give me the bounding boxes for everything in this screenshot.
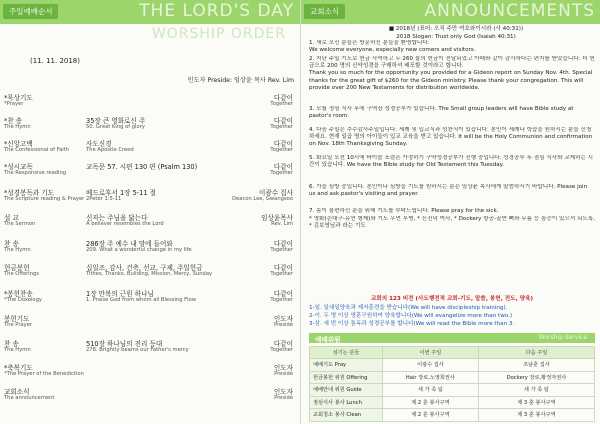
- order-item-leader-en: Together: [270, 297, 293, 303]
- order-item-detail-en: 1. Praise God from whom all Blessing Flow: [86, 297, 197, 303]
- order-item-detail-en: A believer resembles the Lord: [86, 221, 164, 227]
- order-item-leader-en: Deacon Lee, Gwangsoo: [232, 196, 293, 202]
- announcement-text-en: Thank you so much for the opportunity you provided for a Gideon report on Sunday Nov. 4th. Special thanks for the great gift of $260 for the Gideon ministry. Please thank your congregation. This will provide over 200 New Testaments for distribution worldwide.: [309, 70, 593, 91]
- service-committee-table: [309, 346, 595, 422]
- announcement-text: 1. 새로 오신 분들은 방문하신 분들을 환영합니다.: [309, 40, 430, 46]
- order-item-title: 설 교: [4, 214, 19, 222]
- vision-goal-1: 1-일. 일대일양육과 제자훈련을 받습니다(We will have discipleship training).: [309, 305, 508, 311]
- announcement-text-en: We welcome everyone, especially new comers and visitors.: [309, 47, 476, 54]
- order-item-detail: 사도신경: [86, 140, 112, 148]
- order-item-title: *봉헌찬송: [4, 290, 33, 298]
- order-item-detail-en: Tithes, Thanks, Building, Mission, Mercy, Sunday: [86, 271, 213, 277]
- service-table-row: [310, 384, 595, 397]
- service-committee-title-en: Worship Service: [538, 334, 587, 341]
- announcement-text: * 영화(손대구-유연 형제)와 기도 우먼 투병, * 신진덕 여사, * Dockery 항공-골반 뼈와 무릎 등 통증이 있으셔 되도록, * 김보영님과 라는 기도: [309, 216, 595, 230]
- order-item-leader-en: Together: [270, 271, 293, 277]
- order-item-leader-en: Preside: [274, 322, 293, 328]
- announcement-item: [309, 40, 595, 56]
- yearly-slogan: [321, 26, 591, 41]
- order-item-title-en: The Prayer: [4, 322, 33, 328]
- service-assignee: 제 3 훈 봉사구역: [478, 409, 594, 422]
- order-item-title-en: The Responsive reading: [4, 170, 67, 176]
- order-item-detail: 신자는 주님을 닮는다: [86, 214, 148, 222]
- service-table-row: [310, 396, 595, 409]
- order-item-leader-en: Preside: [274, 371, 293, 377]
- order-item-leader-en: Together: [270, 347, 293, 353]
- service-table-header-row: [310, 347, 595, 359]
- order-item-leader: 인도자: [273, 364, 293, 372]
- order-item-title: *찬 송: [4, 117, 23, 125]
- service-role: 예배안내 위원 Guide: [310, 384, 383, 397]
- announcement-item: [309, 106, 595, 127]
- slogan-korean: ■ 2018년 (표어: 오직 주만 여호와이시라 (사 40:31)): [388, 26, 524, 32]
- order-item-title-en: *The Doxology: [4, 297, 42, 303]
- vision-goal-2: 2-이. 두 명 이상 영혼구원하여 양육합니다(We will evangelize more than two.): [309, 313, 513, 319]
- lords-day-title: THE LORD'S DAY: [139, 1, 294, 21]
- order-item-leader: 인도자: [273, 315, 293, 323]
- announcement-item: [309, 216, 595, 232]
- announcement-text: 2. 지난 주일 기도로 헌금 사역하고 두 260 불의 헌금이 전달되었고 아래와 같이 감사하다는 편지를 받았습니다. 더 헌금으로 200 명의 신약성경을 구매하셔 배포할 것이라고 합니다.: [309, 56, 595, 70]
- order-item-title: 교회소식: [4, 388, 30, 396]
- order-item-leader-en: Together: [270, 170, 293, 176]
- order-item-leader: 다같이: [273, 290, 293, 298]
- service-assignee: 조남훈 집사: [478, 359, 594, 372]
- presider: 인도자 Preside: 임상윤 목사 Rev. Lim: [187, 77, 294, 84]
- order-item-leader: 다같이: [273, 163, 293, 171]
- order-item-detail: 35장 큰 영화로신 주: [86, 117, 146, 125]
- order-item-leader-en: Together: [270, 147, 293, 153]
- service-assignee: 제 3 훈 봉사구역: [478, 396, 594, 409]
- order-item-title: 헌금봉헌: [4, 264, 30, 272]
- service-role: 교회청소 봉사 Clean: [310, 409, 383, 422]
- service-assignee: Dockery 장로,황정자권사: [478, 371, 594, 384]
- order-item-detail: 510장 하나님의 진리 등대: [86, 340, 163, 348]
- order-item-leader-en: Together: [270, 101, 293, 107]
- worship-order-subtitle: WORSHIP ORDER: [151, 26, 286, 42]
- service-assignee: 이광수 집사: [383, 359, 479, 372]
- order-item-title-en: The Offerings: [4, 271, 40, 277]
- service-table-row: [310, 409, 595, 422]
- announcement-item: [309, 127, 595, 155]
- order-item-title: *성경봉독과 기도: [4, 189, 54, 197]
- order-item-title-en: *The Prayer of the Benediction: [4, 371, 84, 377]
- announcements-tag: 교회소식: [304, 4, 345, 19]
- order-item-leader: 이광수 집사: [259, 189, 293, 197]
- order-item-leader: 다같이: [273, 117, 293, 125]
- service-col-header: 섬기는 분들: [310, 347, 383, 359]
- announcement-text: 7. 몸이 불편하신 분을 위해 기도를 부탁드립니다. Please pray for the sick.: [309, 208, 499, 214]
- order-item-detail-en: 209. What a wonderful change in my life: [86, 247, 192, 253]
- announcements-title: ANNOUNCEMENTS: [424, 1, 595, 21]
- service-assignee: 세 가 족 팀: [383, 384, 479, 397]
- service-assignee: 제 2 훈 봉사구역: [383, 396, 479, 409]
- service-col-header: 다음 주일: [478, 347, 594, 359]
- announcement-text: 5. 화요일 오전 10시에 바이블 포럼은 가정하기 구약성경공부가 진행 중입니다. 성경공부 후 점심 식사와 교제하는 시간이 있습니다. We have the Bible study for Old Testament this Tuesday.: [309, 155, 594, 169]
- worship-order-tag: 주일예배순서: [3, 4, 58, 19]
- worship-order-header: [0, 0, 300, 24]
- order-item-detail: 십일조, 감사, 건축, 선교, 구제, 주일헌금: [86, 264, 203, 272]
- order-item-title: *신앙고백: [4, 140, 33, 148]
- order-item-title-en: The announcement: [4, 395, 55, 401]
- announcements-page: [300, 0, 600, 424]
- service-table-row: [310, 359, 595, 372]
- order-item-detail: 286장 주 예수 내 맘에 들어와: [86, 240, 173, 248]
- order-item-title: *성시교독: [4, 163, 33, 171]
- order-item-title: 찬 송: [4, 340, 19, 348]
- order-item-title-en: The Sermon: [4, 221, 36, 227]
- announcements-header: [301, 0, 600, 24]
- order-item-detail-en: 50. Great King of glory: [86, 124, 145, 130]
- order-item-title-en: The Confessional of Faith: [4, 147, 70, 153]
- service-assignee: Hair 장로,노영희권사: [383, 371, 479, 384]
- announcement-item: [309, 56, 595, 106]
- announcement-text: 3. 모될 정심 식사 후에 구역장 성경공부가 있습니다. The Small group leaders will have Bible study at pastor's room.: [309, 106, 574, 120]
- order-item-detail: 1장 만복의 근원 하나님: [86, 290, 154, 298]
- slogan-english: 2018 Slogan: Trust only God (Isaiah 40:31): [396, 33, 516, 40]
- order-item-title: 봉헌기도: [4, 315, 30, 323]
- order-item-leader: 다같이: [273, 264, 293, 272]
- order-item-leader-en: Together: [270, 124, 293, 130]
- order-item-leader-en: Together: [270, 247, 293, 253]
- order-item-detail-en: 2Peter 1:5-11: [86, 196, 122, 202]
- bulletin-date: (11. 11. 2018): [30, 57, 80, 65]
- service-role: 헌금봉헌 위원 Offering: [310, 371, 383, 384]
- order-item-leader: 인도자: [273, 388, 293, 396]
- order-item-leader: 임상윤목사: [261, 214, 293, 222]
- service-table-body: [310, 359, 595, 422]
- order-item-leader: 다같이: [273, 340, 293, 348]
- announcement-text: 6. 가을 심방 중입니다. 본인이나 심방을 기도를 원하시는 분은 임상윤 목사에게 말씀하시기 바랍니다. Please join us and ask pastor's visiting and prayer.: [309, 184, 588, 198]
- service-committee-header: [309, 333, 595, 343]
- service-assignee: 세 가 족 팀: [478, 384, 594, 397]
- order-item-leader: 다같이: [273, 140, 293, 148]
- announcement-text: 4. 다음 주일은 추수감사주일입니다. 세례 및 입교식과 성찬식이 있습니다. 본인이 세례나 학습을 원하시는 분들 신청하세요. 현재 일곱 명의 아이들이 입교 교육을 받고 있습니다. It will be the Holy Communion and confirmation on Nov. 18th Thanksgiving Sunday.: [309, 127, 593, 148]
- vision-title: 교회의 123 비전 (사도행전적 교회-기도, 말씀, 봉헌, 전도, 양육): [370, 296, 534, 302]
- announcement-item: [309, 208, 595, 216]
- service-col-header: 이번 주일: [383, 347, 479, 359]
- announcement-item: [309, 184, 595, 208]
- order-item-leader: 다같이: [273, 240, 293, 248]
- order-item-title-en: *Prayer: [4, 101, 24, 107]
- order-item-leader: 다같이: [273, 94, 293, 102]
- order-item-title-en: The Hymn: [4, 247, 31, 253]
- service-role: 예배기도 Pray: [310, 359, 383, 372]
- order-item-detail-en: The Apostle Creed: [86, 147, 134, 153]
- service-table-row: [310, 371, 595, 384]
- order-item-title: *묵상기도: [4, 94, 33, 102]
- order-item-title-en: The Hymn: [4, 347, 31, 353]
- order-item-title-en: The Hymn: [4, 124, 31, 130]
- order-item-leader-en: Preside: [274, 395, 293, 401]
- order-item-title: *축복기도: [4, 364, 33, 372]
- order-item-title: 찬 송: [4, 240, 19, 248]
- order-item-detail: 교독문 57. 시편 130 편 (Psalm 130): [86, 163, 198, 171]
- order-item-leader-en: Rev. Lim: [271, 221, 293, 227]
- service-committee-title: 예배위원: [315, 336, 341, 344]
- order-item-title-en: The Scripture reading & Prayer: [4, 196, 85, 202]
- service-role: 점심식사 봉사 Lunch: [310, 396, 383, 409]
- order-item-detail-en: 278. Brightly beams our Father's mercy: [86, 347, 189, 353]
- announcement-item: [309, 155, 595, 184]
- order-item-detail: 베드로후서 1장 5-11 절: [86, 189, 157, 197]
- vision-goal-3: 3-삼. 세 번 이상 통독과 성경공부를 합니다(We will read the Bible more than 3.: [309, 321, 515, 327]
- service-assignee: 제 2 훈 봉사구역: [383, 409, 479, 422]
